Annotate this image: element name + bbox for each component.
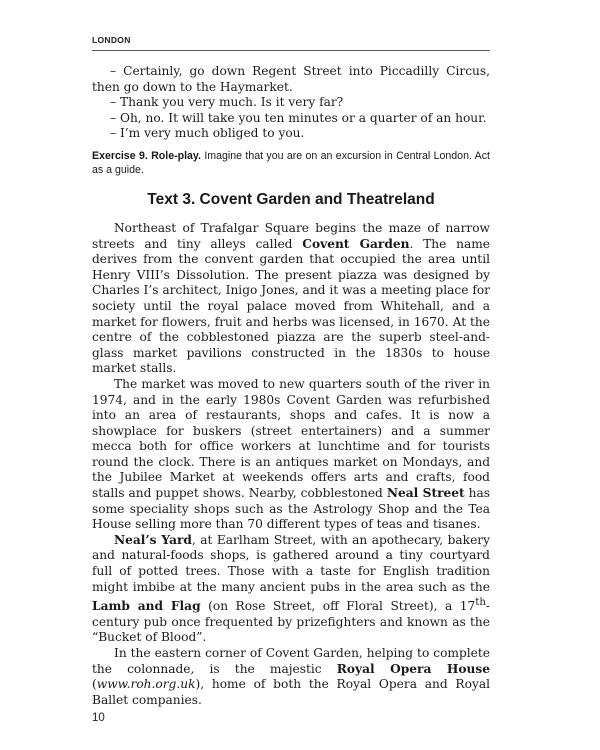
- exercise-text: Imagine that you are on an excursion in Central London. Act as a guide.: [92, 149, 490, 176]
- text-run: ), home of both the Royal Opera and Royal Ballet companies.: [92, 677, 490, 707]
- paragraph: [92, 533, 490, 646]
- text-run: Northeast of Trafalgar Square begins the maze of narrow streets and tiny alleys called: [92, 220, 490, 251]
- bold-term: Neal Street: [386, 486, 465, 501]
- exercise-label: Exercise 9. Role-play.: [92, 149, 201, 162]
- text-run: In the eastern corner of Covent Garden, helping to complete the colonnade, is the majestic: [92, 646, 490, 676]
- paragraph: [92, 221, 490, 377]
- text-run: (on Rose Street, off Floral Street), a 17: [200, 599, 476, 614]
- dialogue-line: – Certainly, go down Regent Street into Piccadilly Circus, then go down to the Haymarket.: [92, 64, 490, 94]
- running-header: [92, 28, 490, 51]
- text-run: has some speciality shops such as the Astrology Shop and the Tea House selling more than 70 different types of teas and tisanes.: [92, 486, 491, 532]
- website-link: www.roh.org.uk: [96, 677, 196, 692]
- running-title: LONDON: [92, 35, 131, 45]
- dialogue-line: – I’m very much obliged to you.: [110, 126, 305, 141]
- bold-term: Royal Opera House: [336, 661, 490, 676]
- text-run: -century pub once frequented by prizefighters and known as the “Bucket of Blood”.: [92, 599, 490, 645]
- superscript: th: [475, 597, 486, 609]
- bold-term: Covent Garden: [302, 236, 410, 251]
- dialogue-line: – Oh, no. It will take you ten minutes or a quarter of an hour.: [110, 110, 487, 125]
- paragraph: [92, 377, 490, 533]
- text-run: The market was moved to new quarters south of the river in 1974, and in the early 1980s Covent Garden was refurbished into an area of restaurants, shops and cafes. It is now a showplace for buskers (street entertainers) and a summer mecca both for office workers at lunchtime and for tourists round the clock. There is an antiques market on Mondays, and the Jubilee Market at weekends offers arts and crafts, food stalls and puppet shows. Nearby, cobblestoned: [92, 376, 490, 501]
- page-number: 10: [92, 712, 105, 724]
- bold-term: Neal’s Yard: [114, 532, 192, 547]
- text-run: , at Earlham Street, with an apothecary, bakery and natural-foods shops, is gathered around a tiny courtyard full of potted trees. Those with a taste for English tradition might imbibe at the many ancient pubs in the area such as the: [92, 532, 490, 594]
- section-title: Text 3. Covent Garden and Theatreland: [147, 190, 435, 208]
- paragraph: [92, 646, 490, 708]
- dialogue-line: – Thank you very much. Is it very far?: [110, 95, 344, 110]
- text-run: . The name derives from the convent garden that occupied the area until Henry VIII’s Dissolution. The present piazza was designed by Charles I’s architect, Inigo Jones, and it was a meeting place for society until the royal palace moved from Whitehall, and a market for flowers, fruit and herbs was licensed, in 1670. At the centre of the cobblestoned piazza are the superb steel-and-glass market pavilions constructed in the 1830s to house market stalls.: [92, 236, 490, 376]
- text-run: (: [92, 677, 97, 692]
- exercise-instruction: [92, 149, 490, 177]
- page-body: [92, 64, 490, 708]
- bold-term: Lamb and Flag: [92, 599, 201, 614]
